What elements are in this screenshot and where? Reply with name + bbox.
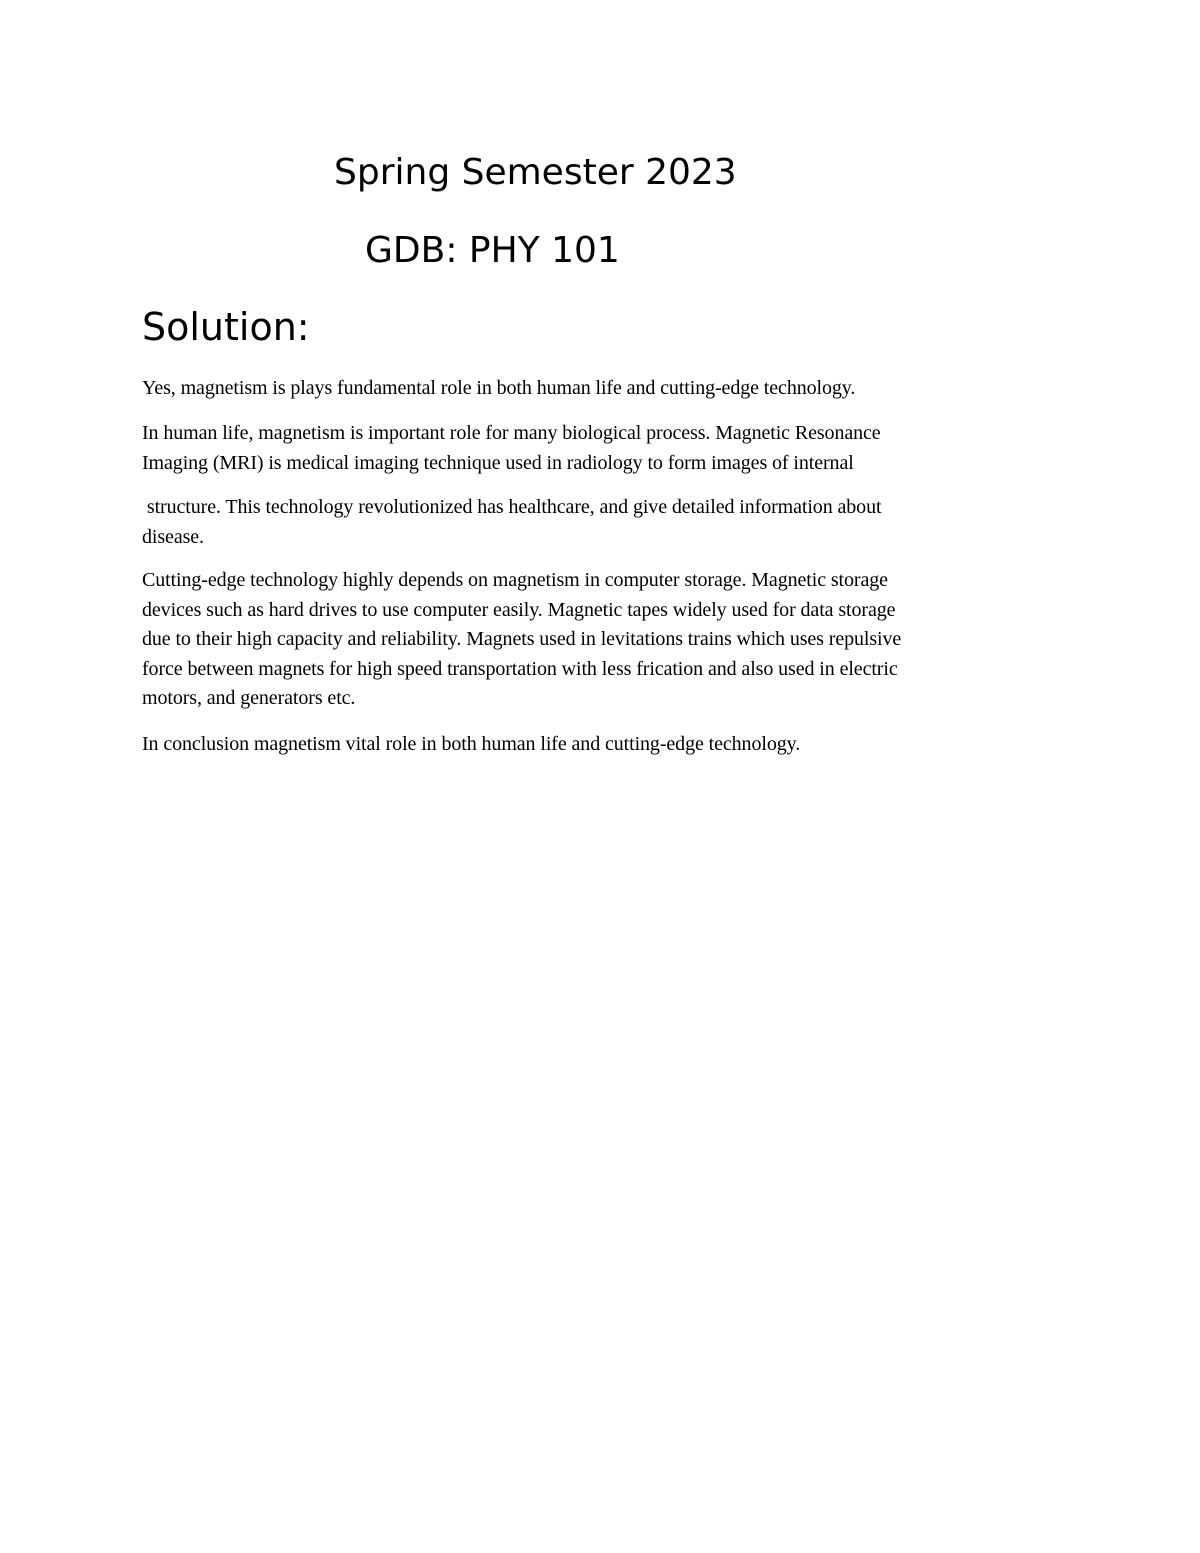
paragraph-line: due to their high capacity and reliability. Magnets used in levitations trains which uses repulsive	[142, 628, 902, 650]
paragraph-line: Cutting-edge technology highly depends on magnetism in computer storage. Magnetic storage	[142, 569, 888, 591]
paragraph-mri	[142, 493, 1062, 552]
semester-title: Spring Semester 2023	[334, 152, 737, 193]
paragraph-line: In human life, magnetism is important role for many biological process. Magnetic Resonance	[142, 422, 881, 444]
paragraph-line: Imaging (MRI) is medical imaging technique used in radiology to form images of internal	[142, 451, 854, 474]
paragraph-line: motors, and generators etc.	[142, 687, 356, 709]
paragraph-line: disease.	[142, 525, 204, 548]
paragraph-human-life	[142, 419, 1062, 478]
course-title: GDB: PHY 101	[365, 230, 620, 271]
paragraph-line: devices such as hard drives to use computer easily. Magnetic tapes widely used for data storage	[142, 598, 896, 621]
paragraph-conclusion	[142, 730, 1062, 760]
paragraph-line: structure. This technology revolutionized has healthcare, and give detailed information about	[142, 496, 882, 518]
paragraph-technology	[142, 566, 1062, 714]
paragraph-line: In conclusion magnetism vital role in both human life and cutting-edge technology.	[142, 733, 801, 755]
solution-heading: Solution:	[142, 305, 310, 349]
paragraph-line: force between magnets for high speed transportation with less frication and also used in electric	[142, 657, 898, 680]
paragraph-intro	[142, 374, 1062, 404]
paragraph-line: Yes, magnetism is plays fundamental role in both human life and cutting-edge technology.	[142, 377, 856, 399]
